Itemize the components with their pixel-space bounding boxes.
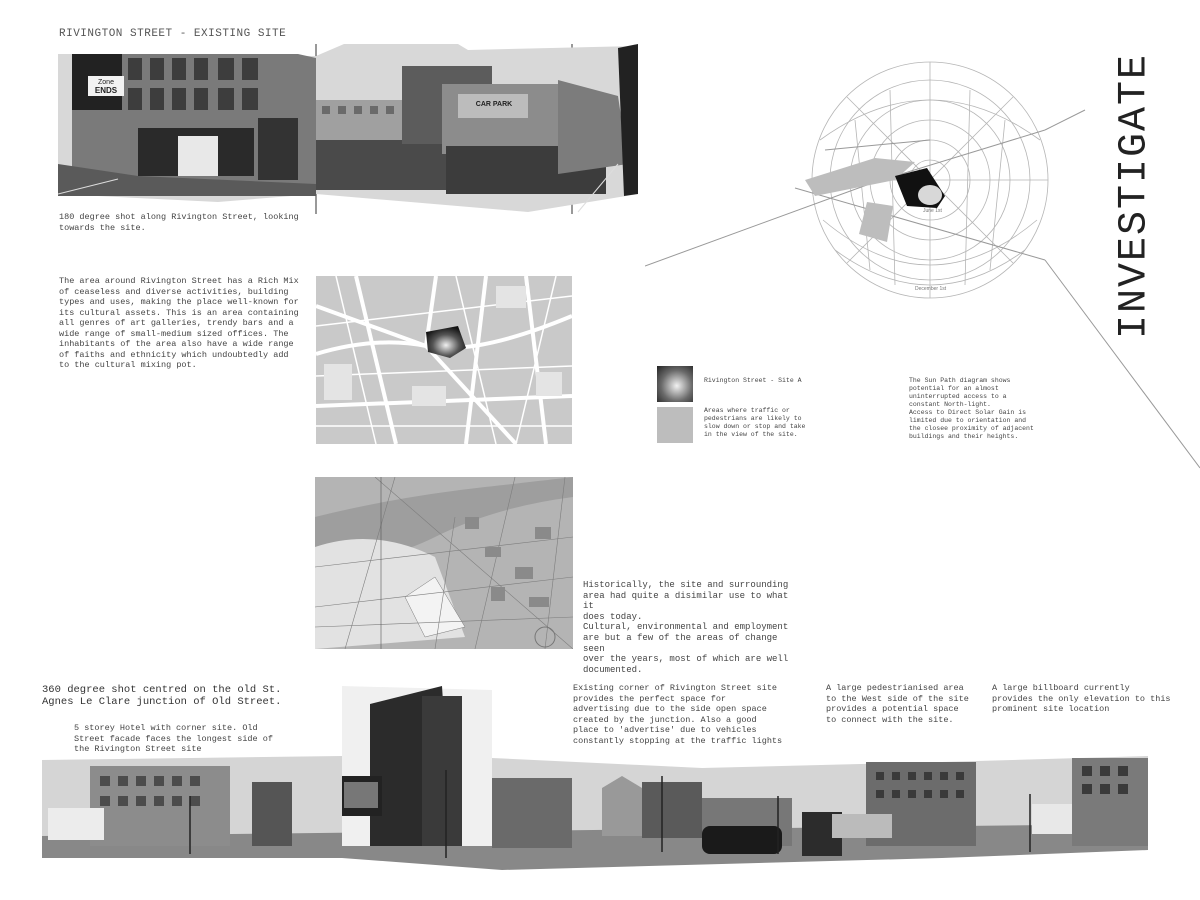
car-park-sign-text: CAR PARK bbox=[475, 101, 513, 108]
billboard-caption: A large billboard currently provides the only elevation to this prominent site location bbox=[992, 683, 1171, 714]
sunpath-caption: The Sun Path diagram shows potential for an almost uninterrupted access to a constant North-light. Access to Direct Solar Gain is limited due to orientation and the closee proximity of adjacent buildings and their heights. bbox=[909, 377, 1034, 440]
hotel-caption: 5 storey Hotel with corner site. Old Street facade faces the longest side of the Rivington Street site bbox=[74, 723, 273, 754]
location-map-drawing bbox=[316, 276, 572, 444]
ends-sign-text: ENDS bbox=[94, 86, 118, 95]
historical-map bbox=[315, 477, 573, 649]
historical-map-drawing bbox=[315, 477, 573, 649]
zone-sign-text: Zone bbox=[98, 79, 114, 86]
panorama-360-caption: 360 degree shot centred on the old St. Agnes Le Clare junction of Old Street. bbox=[42, 684, 282, 708]
panorama-360-photo bbox=[42, 686, 1148, 870]
legend-site-label: Rivington Street - Site A bbox=[704, 377, 802, 384]
corner-caption: Existing corner of Rivington Street site provides the perfect space for advertising due to the side open space created by the junction. Also a good place to 'advertise' due to vehicles constantly stopping at the traffic lights bbox=[573, 683, 783, 746]
page-title: RIVINGTON STREET - EXISTING SITE bbox=[59, 28, 287, 40]
legend-site-swatch bbox=[657, 366, 693, 402]
location-map bbox=[316, 276, 572, 444]
panorama-180-drawing bbox=[58, 44, 638, 214]
panorama-180-photo bbox=[58, 44, 638, 214]
historical-caption: Historically, the site and surrounding area had quite a disimilar use to what it does today. Cultural, environmental and employment are but a few of the areas of change seen over the years, most of which are well documented. bbox=[583, 580, 789, 675]
legend-traffic-label: Areas where traffic or pedestrians are likely to slow down or stop and take in the view of the site. bbox=[704, 407, 806, 438]
investigate-title: INVESTIGATE bbox=[1112, 52, 1158, 340]
december-label: December 1st bbox=[915, 286, 947, 292]
june-label: June 1st bbox=[923, 208, 942, 214]
panorama-360-drawing bbox=[42, 686, 1148, 870]
area-description: The area around Rivington Street has a Rich Mix of ceaseless and diverse activities, building types and uses, making the place well-known for its cultural assets. This is an area containing all genres of art galleries, trendy bars and a wide range of small-medium sized offices. The inhabitants of the area also have a wide range of faiths and ethnicity which undoubtedly add to the cultural mixing pot. bbox=[59, 276, 299, 370]
legend-traffic-swatch bbox=[657, 407, 693, 443]
pedestrian-caption: A large pedestrianised area to the West side of the site provides a potential space to connect with the site. bbox=[826, 683, 969, 725]
panorama-180-caption: 180 degree shot along Rivington Street, looking towards the site. bbox=[59, 212, 299, 233]
